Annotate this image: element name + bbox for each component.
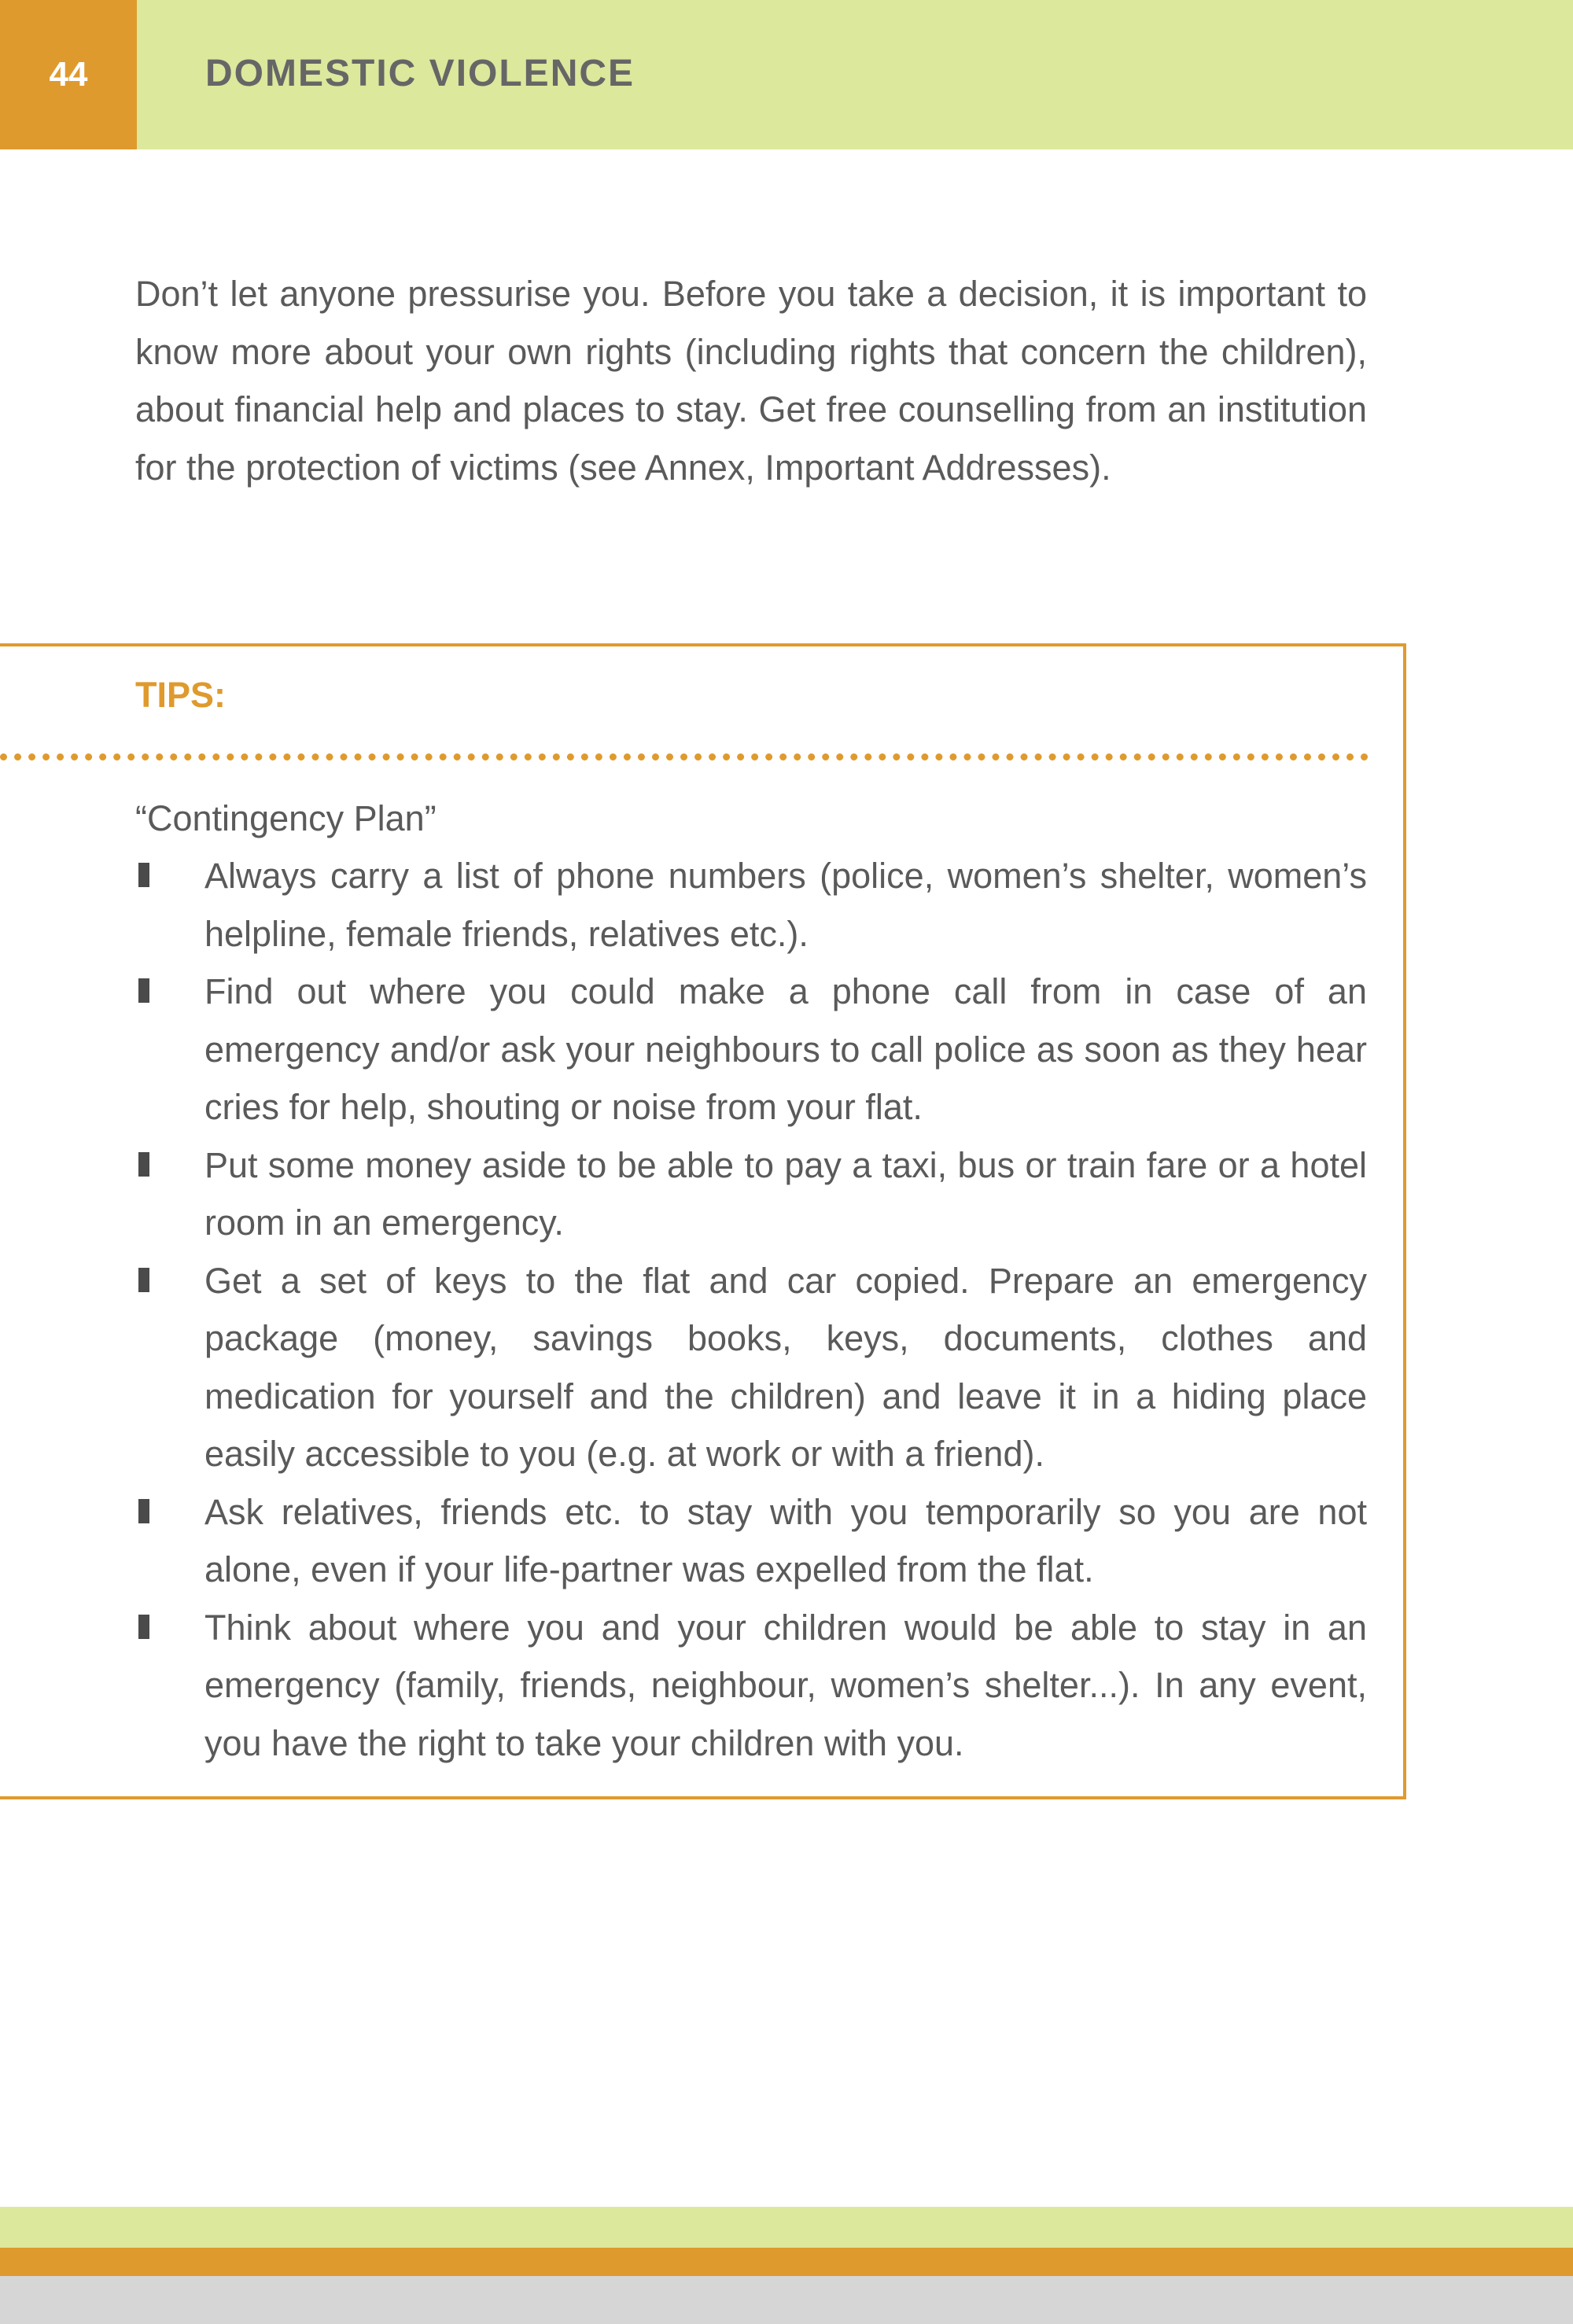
contingency-plan-title: “Contingency Plan” xyxy=(135,798,437,838)
tip-item xyxy=(135,847,1367,963)
page-number-box xyxy=(0,0,137,149)
bullet-icon xyxy=(138,1499,149,1523)
intro-paragraph: Don’t let anyone pressurise you. Before you take a decision, it is important to know more about your own rights (including rights that concern the children), about financial help and places to stay. Get free counselling from an institution for the protection of victims (see Annex, Important Addresses). xyxy=(135,274,1367,488)
dotted-divider xyxy=(0,753,1369,761)
bullet-icon xyxy=(138,1152,149,1177)
chapter-title: DOMESTIC VIOLENCE xyxy=(205,53,635,94)
tip-text: Get a set of keys to the flat and car copied. Prepare an emergency package (money, savings books, keys, documents, clothes and medication for yourself and the children) and leave it in a hiding place easily accessible to you (e.g. at work or with a friend). xyxy=(204,1260,1367,1474)
bullet-icon xyxy=(138,1615,149,1639)
tip-item xyxy=(135,1599,1367,1773)
page-number: 44 xyxy=(49,55,88,94)
page-header xyxy=(0,0,1573,149)
tips-list xyxy=(135,847,1367,1772)
tip-item xyxy=(135,1252,1367,1483)
footer-band-green xyxy=(0,2207,1573,2248)
bullet-icon xyxy=(138,978,149,1003)
tip-text: Find out where you could make a phone call from in case of an emergency and/or ask your neighbours to call police as soon as they hear cries for help, shouting or noise from your flat. xyxy=(204,971,1367,1127)
bullet-icon xyxy=(138,1268,149,1292)
footer-band-orange xyxy=(0,2248,1573,2276)
tip-item xyxy=(135,963,1367,1136)
tip-text: Ask relatives, friends etc. to stay with you temporarily so you are not alone, even if your life-partner was expelled from the flat. xyxy=(204,1491,1367,1589)
footer-band-grey xyxy=(0,2276,1573,2324)
tip-text: Always carry a list of phone numbers (police, women’s shelter, women’s helpline, female friends, relatives etc.). xyxy=(204,856,1367,954)
tip-text: Think about where you and your children would be able to stay in an emergency (family, friends, neighbour, women’s shelter...). In any event, you have the right to take your children with you. xyxy=(204,1607,1367,1763)
bullet-icon xyxy=(138,863,149,887)
tip-text: Put some money aside to be able to pay a taxi, bus or train fare or a hotel room in an emergency. xyxy=(204,1144,1367,1243)
tips-heading: TIPS: xyxy=(135,675,227,715)
tip-item xyxy=(135,1136,1367,1252)
tip-item xyxy=(135,1483,1367,1599)
